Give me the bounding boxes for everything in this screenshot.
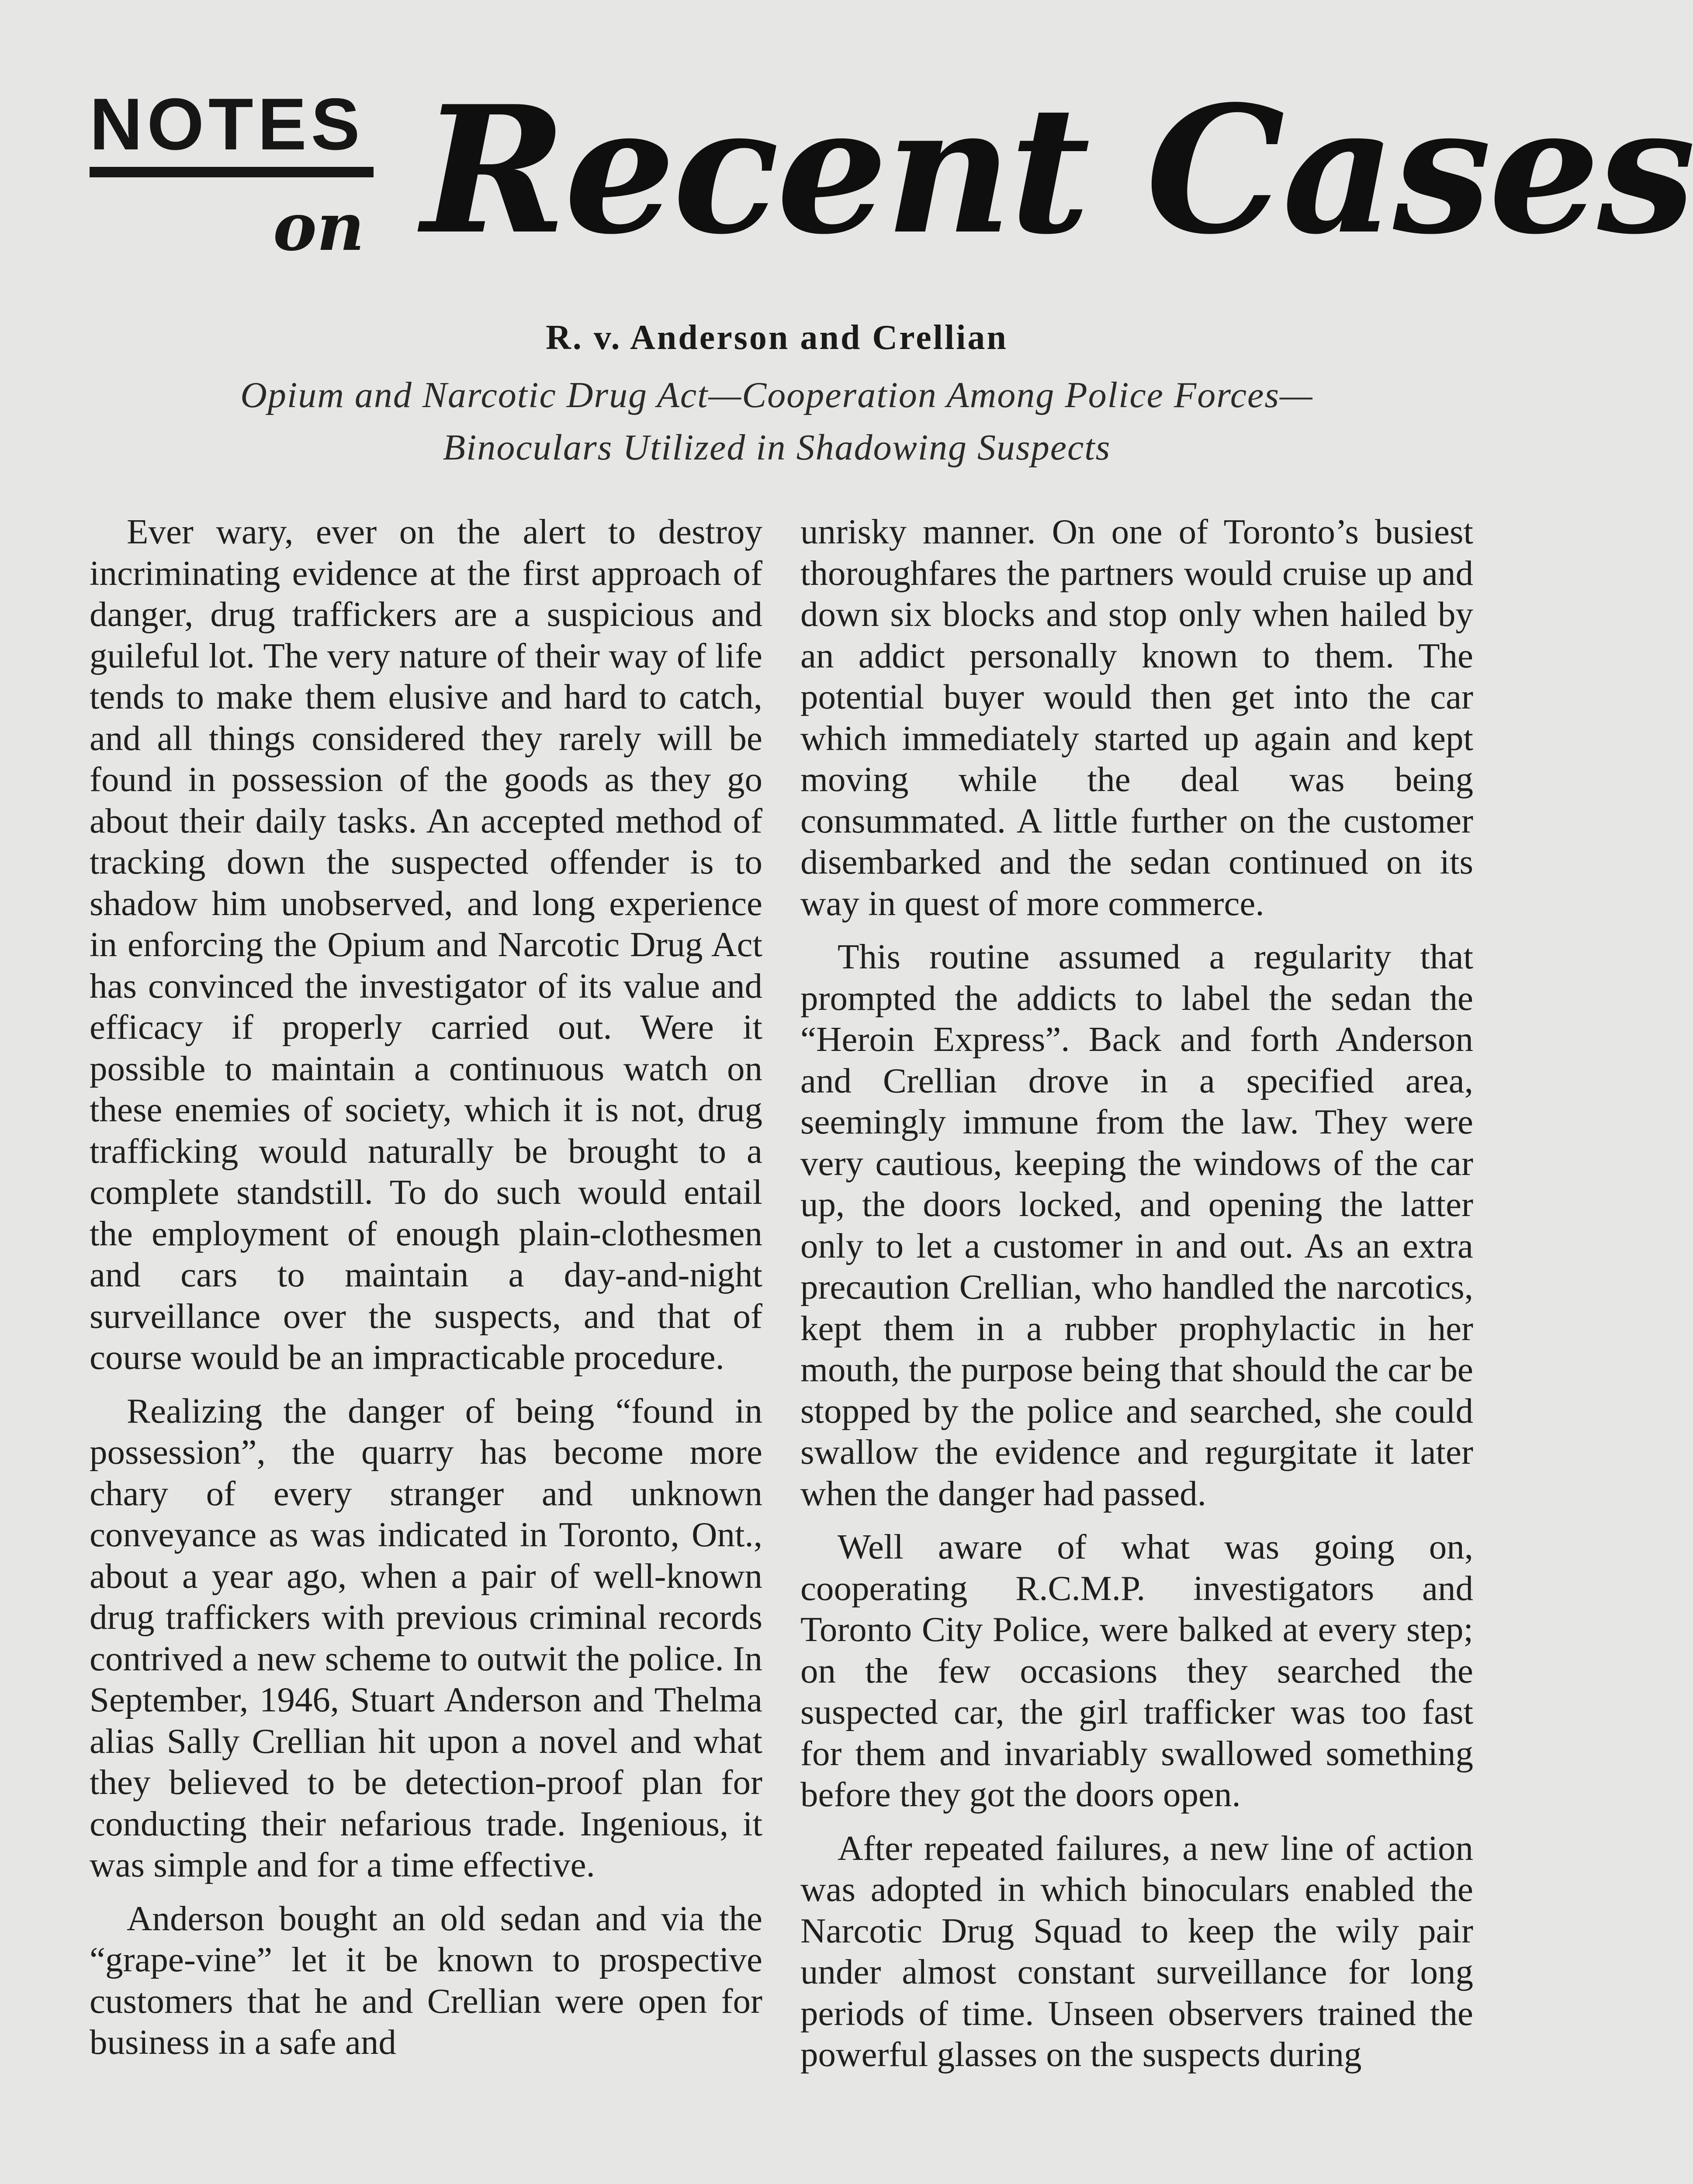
- masthead-recent-cases: Recent Cases: [422, 68, 1693, 273]
- paragraph: This routine assumed a regularity that prompted the addicts to label the sedan the “Heroin Express”. Back and forth Anderson and Crellian drove in a specified area, seemingly immune from the law. They were very cautious, keeping the windows of the car up, the doors locked, and opening the latter only to let a customer in and out. As an extra precaution Crellian, who handled the narcotics, kept them in a rubber prophylactic in her mouth, the purpose being that should the car be stopped by the police and searched, she could swallow the evidence and regurgitate it later when the danger had passed.: [800, 937, 1473, 1513]
- right-column: [800, 511, 1473, 2184]
- case-subtitle-line1: Opium and Narcotic Drug Act—Cooperation Among Police Forces—: [240, 375, 1313, 415]
- masthead-underline: [90, 167, 374, 177]
- case-title: R. v. Anderson and Crellian: [546, 318, 1008, 357]
- masthead-notes: NOTES: [90, 83, 364, 165]
- paragraph: Well aware of what was going on, cooperating R.C.M.P. investigators and Toronto City Police, were balked at every step; on the few occasions they searched the suspected car, the girl trafficker was too fast for them and invariably swallowed something before they got the doors open.: [800, 1527, 1473, 1814]
- masthead-on: on: [273, 189, 365, 266]
- paragraph: Realizing the danger of being “found in possession”, the quarry has become more chary of every stranger and unknown conveyance as was indicated in Toronto, Ont., about a year ago, when a pair of well-known drug traffickers with previous criminal records contrived a new scheme to outwit the police. In September, 1946, Stuart Anderson and Thelma alias Sally Crellian hit upon a novel and what they believed to be detection-proof plan for conducting their nefarious trade. Ingenious, it was simple and for a time effective.: [90, 1391, 762, 1884]
- case-subtitle-line2: Binoculars Utilized in Shadowing Suspects: [443, 427, 1111, 468]
- paragraph: Anderson bought an old sedan and via the “grape-vine” let it be known to prospective customers that he and Crellian were open for business in a safe and: [90, 1898, 762, 2062]
- paragraph: After repeated failures, a new line of action was adopted in which binoculars enabled the Narcotic Drug Squad to keep the wily pair under almost constant surveillance for long periods of time. Unseen observers trained the powerful glasses on the suspects during: [800, 1828, 1473, 2074]
- paragraph: Ever wary, ever on the alert to destroy incriminating evidence at the first approach of danger, drug traffickers are a suspicious and guileful lot. The very nature of their way of life tends to make them elusive and hard to catch, and all things considered they rarely will be found in possession of the goods as they go about their daily tasks. An accepted method of tracking down the suspected offender is to shadow him unobserved, and long experience in enforcing the Opium and Narcotic Drug Act has convinced the investigator of its value and efficacy if properly carried out. Were it possible to maintain a continuous watch on these enemies of society, which it is not, drug trafficking would naturally be brought to a complete standstill. To do such would entail the employment of enough plain-clothesmen and cars to maintain a day-and-night surveillance over the suspects, and that of course would be an impracticable procedure.: [90, 512, 762, 1377]
- left-column: [90, 511, 762, 2184]
- paragraph: unrisky manner. On one of Toronto’s busiest thoroughfares the partners would cruise up and down six blocks and stop only when hailed by an addict personally known to them. The potential buyer would then get into the car which immediately started up again and kept moving while the deal was being consummated. A little further on the customer disembarked and the sedan continued on its way in quest of more commerce.: [800, 512, 1473, 923]
- masthead: [90, 68, 1693, 297]
